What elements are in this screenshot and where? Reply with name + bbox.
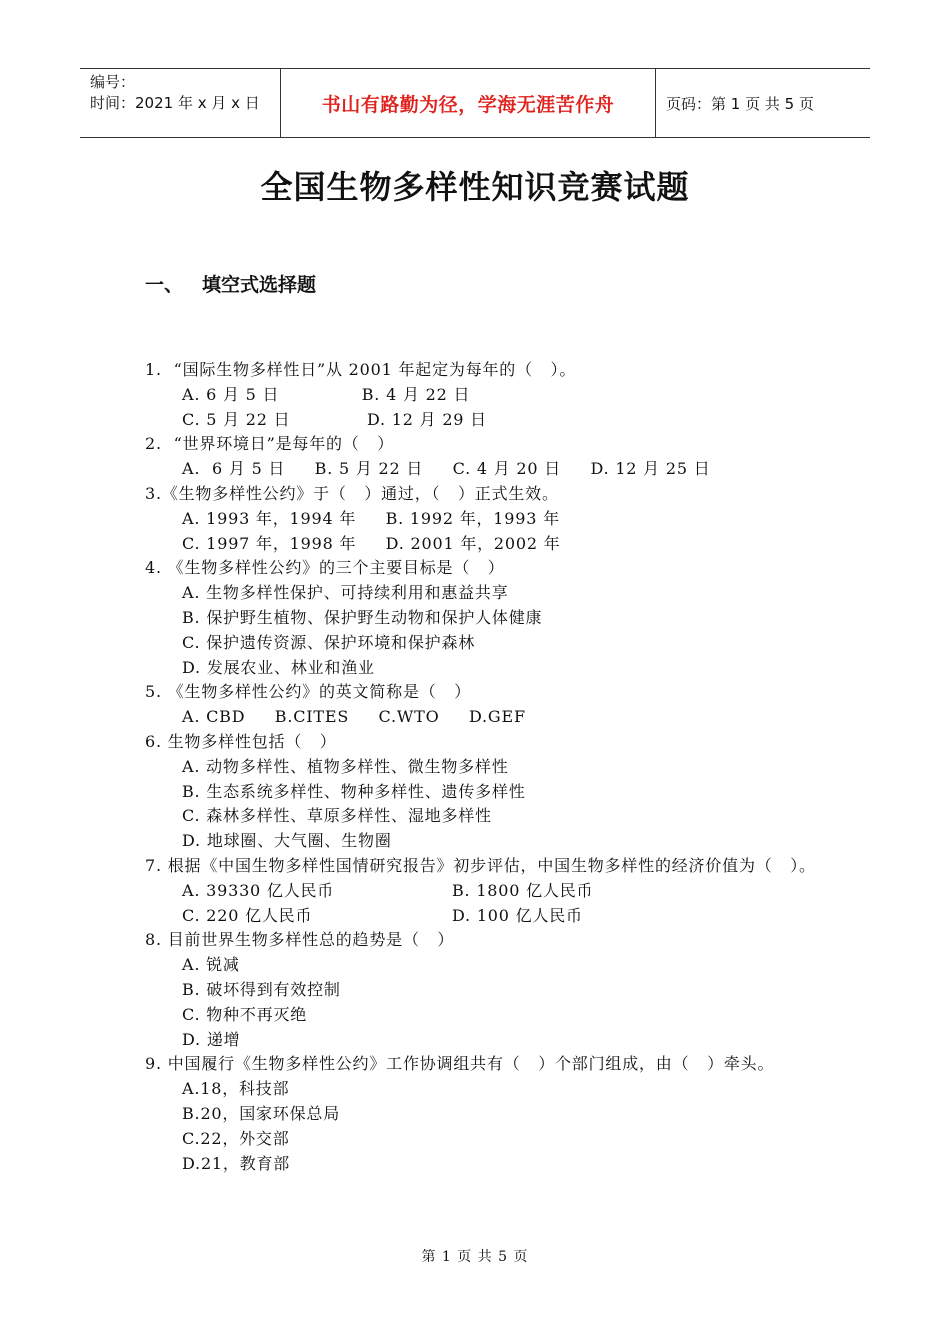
header-motto: 书山有路勤为径，学海无涯苦作舟 (280, 69, 656, 137)
question-4-option-a: A. 生物多样性保护、可持续利用和惠益共享 (182, 583, 509, 603)
question-2-options: A. 6 月 5 日 B. 5 月 22 日 C. 4 月 20 日 D. 12 月 25 日 (182, 459, 711, 479)
section-number: 一、 (145, 274, 184, 296)
question-6-option-b: B. 生态系统多样性、物种多样性、遗传多样性 (182, 781, 526, 801)
question-7-option-a: A. 39330 亿人民币 (182, 880, 335, 900)
question-3-options-ab: A. 1993 年，1994 年 B. 1992 年，1993 年 (182, 508, 560, 528)
section-heading (145, 270, 316, 297)
question-7-options-ab (145, 879, 825, 904)
question-3-options-cd: C. 1997 年，1998 年 D. 2001 年，2002 年 (182, 533, 561, 553)
question-9-option-a: A.18，科技部 (182, 1079, 290, 1099)
question-list (145, 358, 825, 1176)
question-2: 2. “世界环境日”是每年的（ ） (145, 434, 395, 454)
question-7-option-c: C. 220 亿人民币 (182, 905, 313, 925)
question-1-options-ab: A. 6 月 5 日 B. 4 月 22 日 (182, 384, 471, 404)
document-header (80, 68, 870, 138)
question-8: 8. 目前世界生物多样性总的趋势是（ ） (145, 930, 455, 950)
question-7-option-b: B. 1800 亿人民币 (452, 880, 594, 900)
question-8-option-b: B. 破坏得到有效控制 (182, 979, 341, 999)
question-7-options-cd (145, 904, 825, 929)
page-footer: 第 1 页 共 5 页 (421, 1249, 529, 1265)
section-label: 填空式选择题 (202, 274, 317, 296)
question-4-option-d: D. 发展农业、林业和渔业 (182, 657, 375, 677)
question-1: 1. “国际生物多样性日”从 2001 年起定为每年的（ ）。 (145, 360, 577, 379)
question-5: 5. 《生物多样性公约》的英文简称是（ ） (145, 682, 472, 702)
header-meta (80, 69, 280, 137)
number-label: 编号： (90, 73, 136, 91)
page-title: 全国生物多样性知识竞赛试题 (260, 168, 690, 206)
question-1-options-cd: C. 5 月 22 日 D. 12 月 29 日 (182, 409, 487, 429)
question-8-option-a: A. 锐减 (182, 955, 240, 975)
header-page-info: 页码：第 1 页 共 5 页 (666, 94, 814, 113)
question-9-option-d: D.21，教育部 (182, 1153, 291, 1173)
question-6: 6. 生物多样性包括（ ） (145, 731, 337, 751)
question-9-option-c: C.22，外交部 (182, 1128, 290, 1148)
question-9-option-b: B.20，国家环保总局 (182, 1103, 341, 1123)
question-7-option-d: D. 100 亿人民币 (452, 905, 583, 925)
question-8-option-c: C. 物种不再灭绝 (182, 1004, 308, 1024)
question-4-option-c: C. 保护遗传资源、保护环境和保护森林 (182, 632, 476, 652)
question-6-option-d: D. 地球圈、大气圈、生物圈 (182, 831, 392, 851)
question-3: 3.《生物多样性公约》于（ ）通过，（ ）正式生效。 (145, 483, 559, 503)
question-4: 4. 《生物多样性公约》的三个主要目标是（ ） (145, 558, 505, 578)
time-label: 时间：2021 年 x 月 x 日 (90, 94, 260, 112)
question-4-option-b: B. 保护野生植物、保护野生动物和保护人体健康 (182, 607, 543, 627)
question-5-options: A. CBD B.CITES C.WTO D.GEF (182, 707, 526, 727)
question-6-option-c: C. 森林多样性、草原多样性、湿地多样性 (182, 806, 492, 826)
question-6-option-a: A. 动物多样性、植物多样性、微生物多样性 (182, 756, 509, 776)
question-9: 9. 中国履行《生物多样性公约》工作协调组共有（ ）个部门组成，由（ ）牵头。 (145, 1054, 775, 1074)
question-8-option-d: D. 递增 (182, 1029, 241, 1049)
question-7: 7. 根据《中国生物多样性国情研究报告》初步评估，中国生物多样性的经济价值为（ ）。 (145, 855, 816, 875)
